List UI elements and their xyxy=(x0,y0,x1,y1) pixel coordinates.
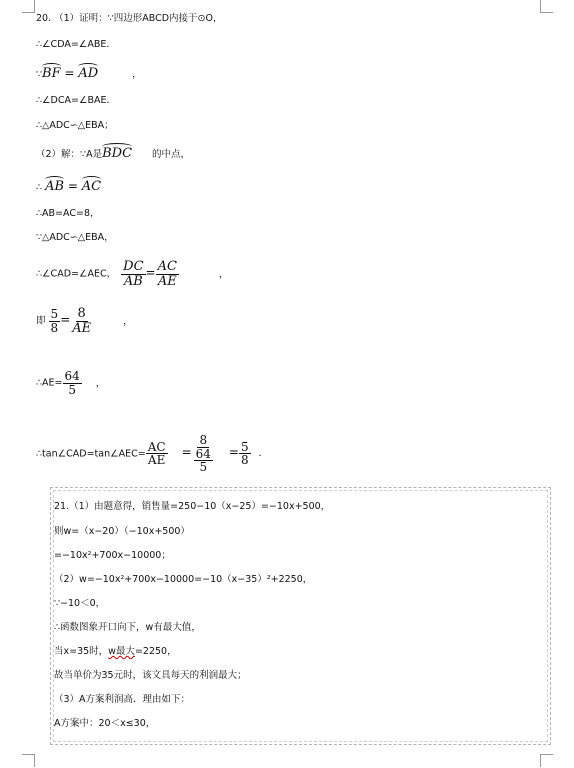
q21-line-7 xyxy=(54,645,177,659)
fraction-5-8 xyxy=(49,308,61,334)
q20-line-12 xyxy=(36,370,105,396)
fraction-8-ae-numerator: 8 xyxy=(77,306,86,321)
fraction-64-5-numerator: 64 xyxy=(64,369,80,383)
q20-line-4: ∴∠DCA=∠BAE． xyxy=(36,95,117,106)
corner-mark-bottom-right xyxy=(540,754,553,767)
fraction-64-5-inner xyxy=(194,448,213,474)
q20-line-3-dot: ， xyxy=(132,69,142,80)
fraction-64-5-inner-numerator: 64 xyxy=(195,446,211,461)
arc-ac: AC xyxy=(81,179,102,194)
fraction-5-8-numerator: 5 xyxy=(50,307,59,322)
fraction-8-ae xyxy=(70,307,93,335)
q20-line-10-pre: ∴∠CAD=∠AEC， xyxy=(36,268,117,280)
q20-line-10-post: ， xyxy=(218,268,229,280)
fraction-dc-ab-denominator: AB xyxy=(123,273,143,289)
arc-bdc: BDC xyxy=(102,146,133,161)
corner-mark-top-left xyxy=(22,0,35,13)
fraction-ac-ae-plain-numerator: AC xyxy=(147,439,166,454)
q21-line-3: =−10x²+700x−10000； xyxy=(54,550,171,561)
q20-line-13-eq1: = xyxy=(181,445,192,460)
q20-line-3-eq: = xyxy=(60,66,79,80)
fraction-8-ae-denominator: AE xyxy=(72,320,92,336)
q21-line-1: 21.（1）由题意得，销售量=250−10（x−25）=−10x+500， xyxy=(54,501,331,512)
corner-mark-top-right xyxy=(540,0,553,13)
q20-line-3-pre: ∵ xyxy=(36,69,43,80)
arc-bf: BF xyxy=(42,66,61,81)
fraction-64-5 xyxy=(63,370,82,396)
q20-line-7 xyxy=(36,179,101,195)
q20-line-6 xyxy=(36,147,190,162)
q21-line-7-post: =2250， xyxy=(134,646,177,657)
fraction-dc-ab-numerator: DC xyxy=(123,259,144,274)
q20-line-11-post: ， xyxy=(123,315,133,327)
q20-line-1: 20. （1）证明：∵四边形ABCD内接于⊙O， xyxy=(36,13,223,24)
fraction-ac-ae xyxy=(156,260,179,288)
fraction-dc-ab xyxy=(121,260,145,288)
fraction-5-8-result xyxy=(239,441,251,467)
q20-line-6-pre: （2）解：∵A是 xyxy=(36,149,103,160)
q20-line-2: ∴∠CDA=∠ABE． xyxy=(36,39,116,50)
fraction-8-over-64-5-denominator xyxy=(192,448,215,474)
q21-line-7-pre: 当x=35时， xyxy=(54,646,109,657)
q20-line-5: ∴△ADC∽△EBA； xyxy=(36,120,114,131)
q21-line-8: 故当单价为35元时，该文具每天的利润最大； xyxy=(54,670,247,681)
fraction-5-8-result-numerator: 5 xyxy=(240,439,249,454)
q21-line-10: A方案中：20＜x≤30， xyxy=(54,718,156,729)
arc-ad: AD xyxy=(78,66,99,81)
q20-line-13-post: ． xyxy=(258,448,269,460)
w-max-label: w最大 xyxy=(108,646,135,657)
fraction-ac-ae-denominator: AE xyxy=(157,273,177,289)
fraction-8-over-64-5 xyxy=(192,434,215,474)
fraction-ac-ae-numerator: AC xyxy=(157,259,177,274)
q20-line-8: ∴AB=AC=8， xyxy=(36,208,100,219)
corner-mark-bottom-left xyxy=(22,754,35,767)
q21-line-9: （3）A方案利润高．理由如下： xyxy=(54,694,191,705)
q20-line-6-post: 的中点， xyxy=(152,149,191,160)
q20-line-10 xyxy=(36,260,228,288)
fraction-ac-ae-plain xyxy=(146,441,168,467)
fraction-64-5-denominator: 5 xyxy=(68,382,76,397)
q21-line-6: ∴函数图象开口向下，w有最大值， xyxy=(54,622,201,633)
q20-line-7-eq: = xyxy=(64,179,82,193)
q20-line-13-eq2: = xyxy=(228,445,239,460)
fraction-ac-ae-plain-denominator: AE xyxy=(147,453,166,468)
fraction-5-8-result-denominator: 8 xyxy=(240,453,249,468)
q20-line-12-pre: ∴AE= xyxy=(36,377,63,389)
q20-line-9: ∵△ADC∽△EBA， xyxy=(36,232,114,243)
q20-line-11-eq: = xyxy=(60,312,71,327)
q20-line-13 xyxy=(36,434,268,474)
q20-line-3 xyxy=(36,66,142,82)
fraction-64-5-inner-denominator: 5 xyxy=(199,460,208,475)
q20-line-13-pre: ∴tan∠CAD=tan∠AEC= xyxy=(36,448,146,460)
fraction-5-8-denominator: 8 xyxy=(50,320,59,335)
q20-line-11 xyxy=(36,307,133,335)
arc-ab: AB xyxy=(45,179,65,194)
q20-line-11-pre: 即 xyxy=(36,315,46,327)
fraction-8-over-64-5-numerator: 8 xyxy=(199,433,208,447)
q20-line-12-post: ， xyxy=(95,377,106,389)
q21-line-2: 则w=（x−20）（−10x+500） xyxy=(54,526,190,537)
q20-line-10-eq: = xyxy=(145,265,156,280)
q21-line-5: ∵−10＜0， xyxy=(54,598,106,609)
q20-line-7-pre: ∴ xyxy=(36,182,46,193)
q21-line-4: （2）w=−10x²+700x−10000=−10（x−35）²+2250， xyxy=(54,574,313,585)
